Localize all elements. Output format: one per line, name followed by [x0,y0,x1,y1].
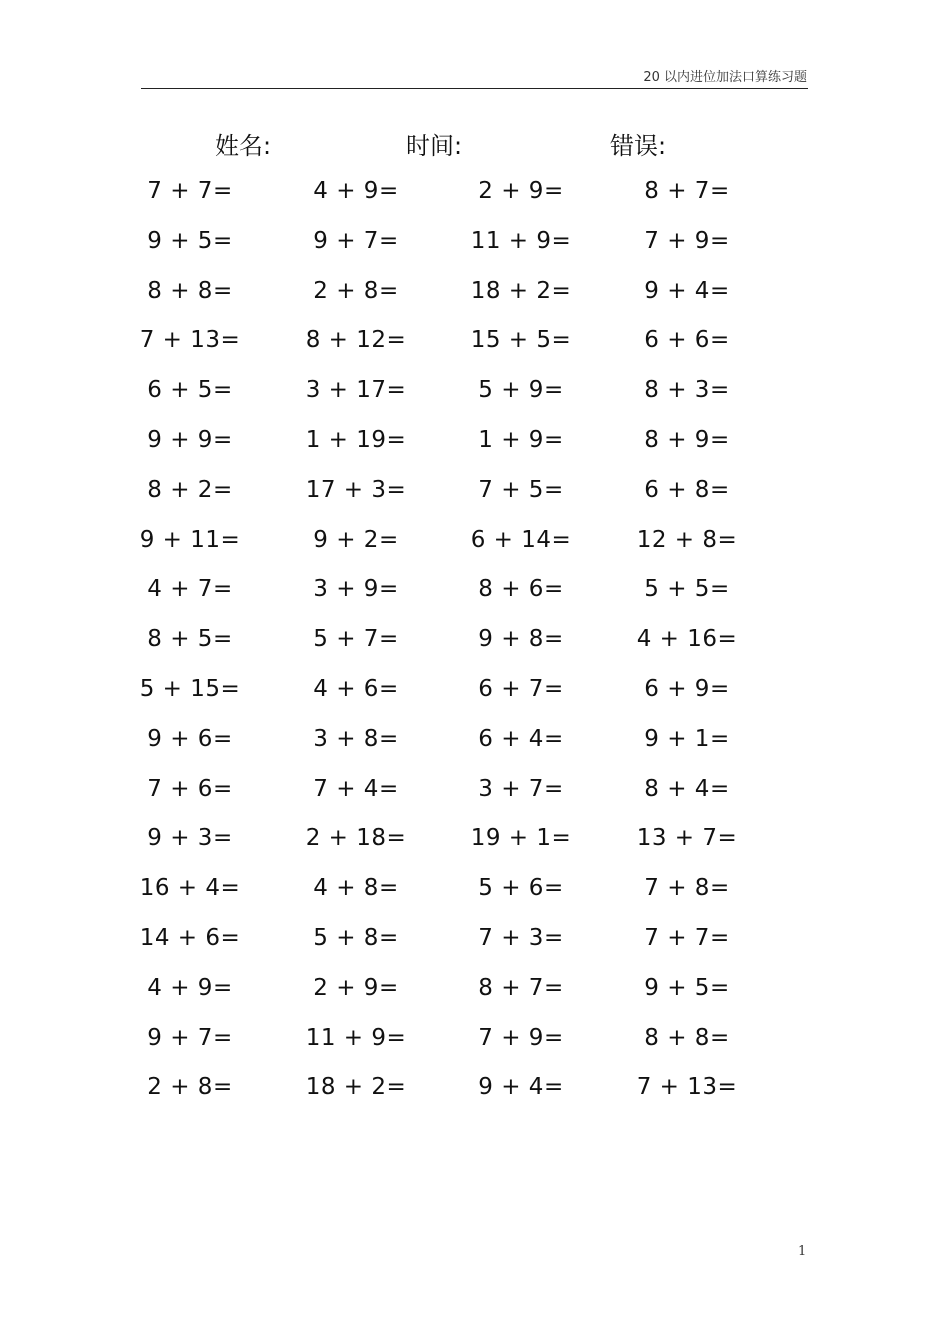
problem-item: 6 + 9= [644,675,730,702]
problem-item: 12 + 8= [636,526,738,553]
problem-row [130,417,770,467]
problem-item: 9 + 9= [147,426,233,453]
problem-item: 8 + 7= [644,178,730,204]
problem-item: 7 + 9= [478,1024,564,1051]
problem-item: 5 + 7= [313,626,399,653]
problem-item: 8 + 4= [644,775,730,802]
problem-item: 8 + 12= [305,327,407,354]
problem-item: 16 + 4= [139,875,241,902]
problem-item: 5 + 8= [313,924,399,951]
problem-item: 2 + 8= [147,1074,233,1101]
problem-item: 8 + 8= [644,1024,730,1051]
problem-item: 13 + 7= [636,825,738,852]
problem-row [130,168,770,218]
problem-item: 3 + 9= [313,576,399,603]
header-divider [141,88,808,89]
problem-item: 4 + 9= [147,974,233,1001]
problem-item: 7 + 13= [139,327,241,354]
problem-item: 7 + 4= [313,775,399,802]
problem-item: 7 + 7= [644,924,730,951]
problem-item: 1 + 9= [478,426,564,453]
problem-item: 15 + 5= [470,327,572,354]
problem-row [130,367,770,417]
errors-field-label: 错误: [610,132,667,160]
problem-item: 5 + 9= [478,377,564,404]
problem-item: 14 + 6= [139,924,241,951]
problem-item: 3 + 17= [305,377,407,404]
problem-item: 9 + 5= [644,974,730,1001]
problem-grid [130,168,770,1114]
problem-item: 9 + 11= [139,526,241,553]
problem-item: 9 + 4= [478,1074,564,1101]
problem-item: 9 + 5= [147,227,233,254]
problem-row [130,467,770,517]
problem-row [130,915,770,965]
problem-item: 8 + 2= [147,476,233,503]
problem-item: 8 + 8= [147,277,233,304]
problem-item: 7 + 3= [478,924,564,951]
problem-item: 9 + 3= [147,825,233,852]
problem-item: 2 + 18= [305,825,407,852]
problem-row [130,1015,770,1065]
problem-item: 2 + 9= [478,178,564,204]
problem-item: 7 + 9= [644,227,730,254]
problem-item: 8 + 3= [644,377,730,404]
problem-item: 9 + 7= [147,1024,233,1051]
problem-item: 2 + 8= [313,277,399,304]
problem-row [130,616,770,666]
name-field-label: 姓名: [215,132,272,160]
problem-item: 6 + 4= [478,725,564,752]
page-number: 1 [798,1244,807,1259]
problem-row [130,865,770,915]
problem-row [130,317,770,367]
problem-item: 1 + 19= [305,426,407,453]
problem-row [130,815,770,865]
problem-row [130,716,770,766]
problem-row [130,566,770,616]
problem-row [130,218,770,268]
problem-item: 4 + 16= [636,626,738,653]
problem-item: 18 + 2= [470,277,572,304]
problem-item: 4 + 9= [313,178,399,204]
problem-item: 2 + 9= [313,974,399,1001]
problem-item: 7 + 7= [147,178,233,204]
problem-item: 9 + 8= [478,626,564,653]
problem-item: 9 + 6= [147,725,233,752]
problem-item: 9 + 7= [313,227,399,254]
problem-item: 18 + 2= [305,1074,407,1101]
problem-item: 11 + 9= [305,1024,407,1051]
header-title: 20 以内进位加法口算练习题 [643,70,807,85]
time-field-label: 时间: [406,132,463,160]
problem-item: 4 + 7= [147,576,233,603]
problem-item: 7 + 5= [478,476,564,503]
problem-item: 6 + 5= [147,377,233,404]
problem-item: 3 + 7= [478,775,564,802]
problem-item: 6 + 6= [644,327,730,354]
problem-item: 8 + 9= [644,426,730,453]
problem-item: 19 + 1= [470,825,572,852]
problem-item: 6 + 8= [644,476,730,503]
problem-row [130,766,770,816]
problem-item: 9 + 4= [644,277,730,304]
problem-item: 7 + 8= [644,875,730,902]
problem-item: 8 + 5= [147,626,233,653]
problem-item: 6 + 14= [470,526,572,553]
problem-row [130,965,770,1015]
problem-item: 7 + 6= [147,775,233,802]
problem-item: 8 + 7= [478,974,564,1001]
problem-item: 4 + 6= [313,675,399,702]
problem-row [130,268,770,318]
problem-item: 17 + 3= [305,476,407,503]
problem-item: 5 + 5= [644,576,730,603]
problem-item: 11 + 9= [470,227,572,254]
problem-item: 5 + 15= [139,675,241,702]
problem-row [130,517,770,567]
problem-row [130,1064,770,1114]
problem-item: 3 + 8= [313,725,399,752]
problem-item: 6 + 7= [478,675,564,702]
problem-item: 9 + 2= [313,526,399,553]
problem-item: 4 + 8= [313,875,399,902]
problem-row [130,666,770,716]
problem-item: 7 + 13= [636,1074,738,1101]
problem-item: 8 + 6= [478,576,564,603]
problem-item: 9 + 1= [644,725,730,752]
problem-item: 5 + 6= [478,875,564,902]
